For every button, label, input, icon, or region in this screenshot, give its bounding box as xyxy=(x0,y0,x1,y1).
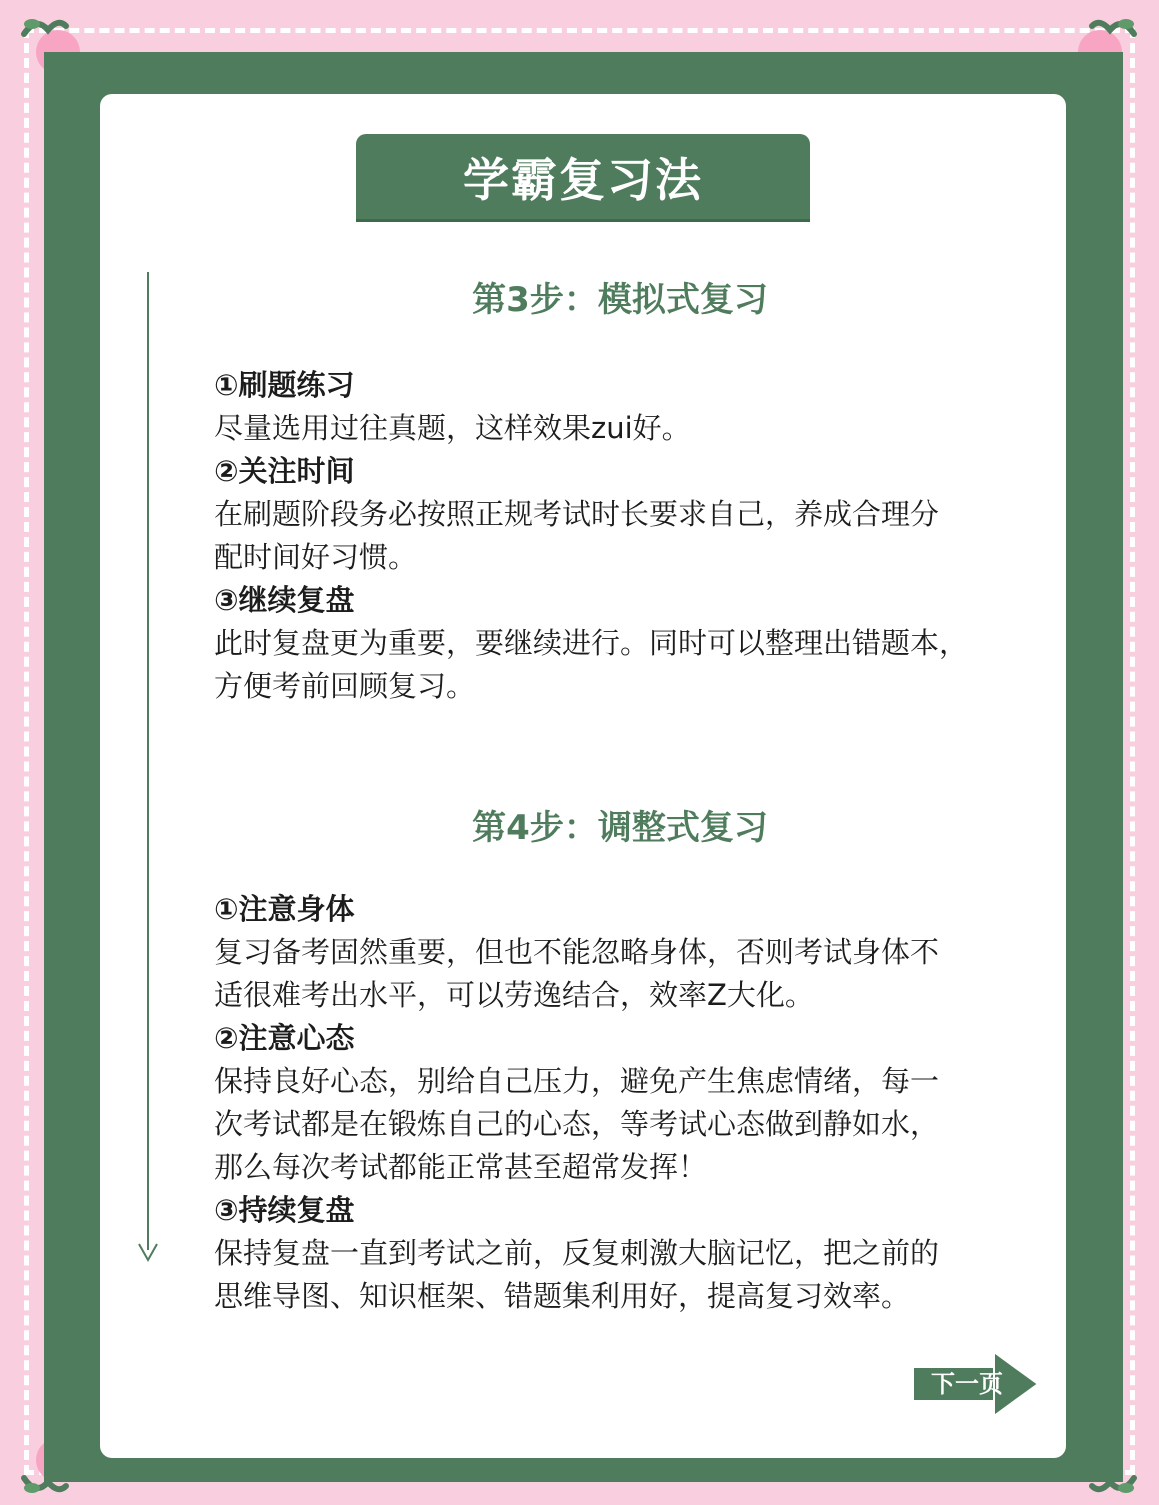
page-title: 学霸复习法 xyxy=(356,134,810,222)
step-heading: 第4步：调整式复习 xyxy=(472,808,768,848)
item-title: ②注意心态 xyxy=(214,1021,355,1055)
step-heading: 第3步：模拟式复习 xyxy=(472,280,768,320)
step-section xyxy=(214,364,1034,708)
item-body: 此时复盘更为重要，要继续进行。同时可以整理出错题本， 方便考前回顾复习。 xyxy=(214,626,969,703)
item-body: 复习备考固然重要，但也不能忽略身体，否则考试身体不 适很难考出水平，可以劳逸结合，效率Z大化。 xyxy=(214,935,940,1012)
next-page-label: 下一页 xyxy=(931,1370,1003,1398)
item-title: ③继续复盘 xyxy=(214,583,355,617)
item-body: 在刷题阶段务必按照正规考试时长要求自己，养成合理分 配时间好习惯。 xyxy=(214,497,940,574)
item-title: ①注意身体 xyxy=(214,892,355,926)
step-section xyxy=(214,888,1034,1318)
item-title: ①刷题练习 xyxy=(214,368,355,402)
item-title: ③持续复盘 xyxy=(214,1193,355,1227)
item-title: ②关注时间 xyxy=(214,454,355,488)
item-body: 保持复盘一直到考试之前，反复刺激大脑记忆，把之前的 思维导图、知识框架、错题集利用好，提高复习效率。 xyxy=(214,1236,940,1313)
timeline-line xyxy=(147,272,149,1250)
arrow-down-icon xyxy=(136,1240,160,1264)
item-body: 尽量选用过往真题，这样效果zui好。 xyxy=(214,411,691,445)
item-body: 保持良好心态，别给自己压力，避免产生焦虑情绪，每一 次考试都是在锻炼自己的心态，等考试心态做到静如水， 那么每次考试都能正常甚至超常发挥！ xyxy=(214,1064,940,1184)
next-page-button[interactable] xyxy=(912,1350,1040,1418)
